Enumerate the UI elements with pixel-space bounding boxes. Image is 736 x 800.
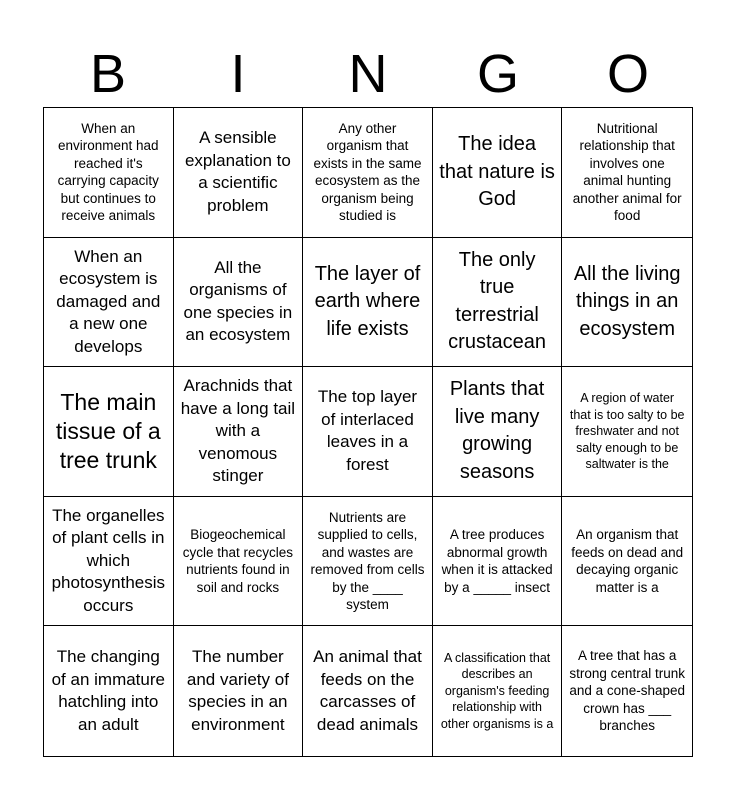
bingo-cell-r4-c4: A tree produces abnormal growth when it is attacked by a _____ insect bbox=[433, 497, 563, 627]
bingo-cell-r4-c5: An organism that feeds on dead and decaying organic matter is a bbox=[562, 497, 692, 627]
bingo-cell-r2-c5: All the living things in an ecosystem bbox=[562, 238, 692, 368]
bingo-header bbox=[43, 42, 693, 106]
bingo-cell-r1-c1: When an environment had reached it's carrying capacity but continues to receive animals bbox=[44, 108, 174, 238]
header-letter-o: O bbox=[606, 44, 649, 104]
bingo-card bbox=[43, 107, 693, 757]
bingo-cell-r1-c4: The idea that nature is God bbox=[433, 108, 563, 238]
bingo-cell-r1-c5: Nutritional relationship that involves one animal hunting another animal for food bbox=[562, 108, 692, 238]
bingo-cell-r1-c3: Any other organism that exists in the same ecosystem as the organism being studied is bbox=[303, 108, 433, 238]
bingo-cell-r2-c1: When an ecosystem is damaged and a new one develops bbox=[44, 238, 174, 368]
header-letter-b: B bbox=[89, 44, 127, 104]
bingo-cell-r5-c4: A classification that describes an organism's feeding relationship with other organisms is a bbox=[433, 626, 563, 756]
bingo-cell-r4-c1: The organelles of plant cells in which photosynthesis occurs bbox=[44, 497, 174, 627]
bingo-cell-r5-c1: The changing of an immature hatchling into an adult bbox=[44, 626, 174, 756]
bingo-cell-r3-c4: Plants that live many growing seasons bbox=[433, 367, 563, 497]
bingo-cell-r1-c2: A sensible explanation to a scientific problem bbox=[174, 108, 304, 238]
bingo-cell-r3-c2: Arachnids that have a long tail with a venomous stinger bbox=[174, 367, 304, 497]
header-letter-i: I bbox=[230, 44, 246, 104]
bingo-cell-r3-c5: A region of water that is too salty to be freshwater and not salty enough to be saltwater is the bbox=[562, 367, 692, 497]
header-letter-n: N bbox=[348, 44, 388, 104]
bingo-cell-r3-c3: The top layer of interlaced leaves in a forest bbox=[303, 367, 433, 497]
bingo-cell-r2-c2: All the organisms of one species in an ecosystem bbox=[174, 238, 304, 368]
header-letter-g: G bbox=[476, 44, 519, 104]
bingo-cell-r5-c2: The number and variety of species in an environment bbox=[174, 626, 304, 756]
bingo-cell-r3-c1: The main tissue of a tree trunk bbox=[44, 367, 174, 497]
bingo-cell-r2-c4: The only true terrestrial crustacean bbox=[433, 238, 563, 368]
bingo-cell-r5-c5: A tree that has a strong central trunk and a cone-shaped crown has ___ branches bbox=[569, 648, 685, 734]
bingo-cell-r2-c3: The layer of earth where life exists bbox=[303, 238, 433, 368]
bingo-cell-r4-c3: Nutrients are supplied to cells, and wastes are removed from cells by the ____ system bbox=[303, 497, 433, 627]
bingo-cell-r4-c2: Biogeochemical cycle that recycles nutrients found in soil and rocks bbox=[174, 497, 304, 627]
bingo-cell-r5-c3: An animal that feeds on the carcasses of dead animals bbox=[303, 626, 433, 756]
